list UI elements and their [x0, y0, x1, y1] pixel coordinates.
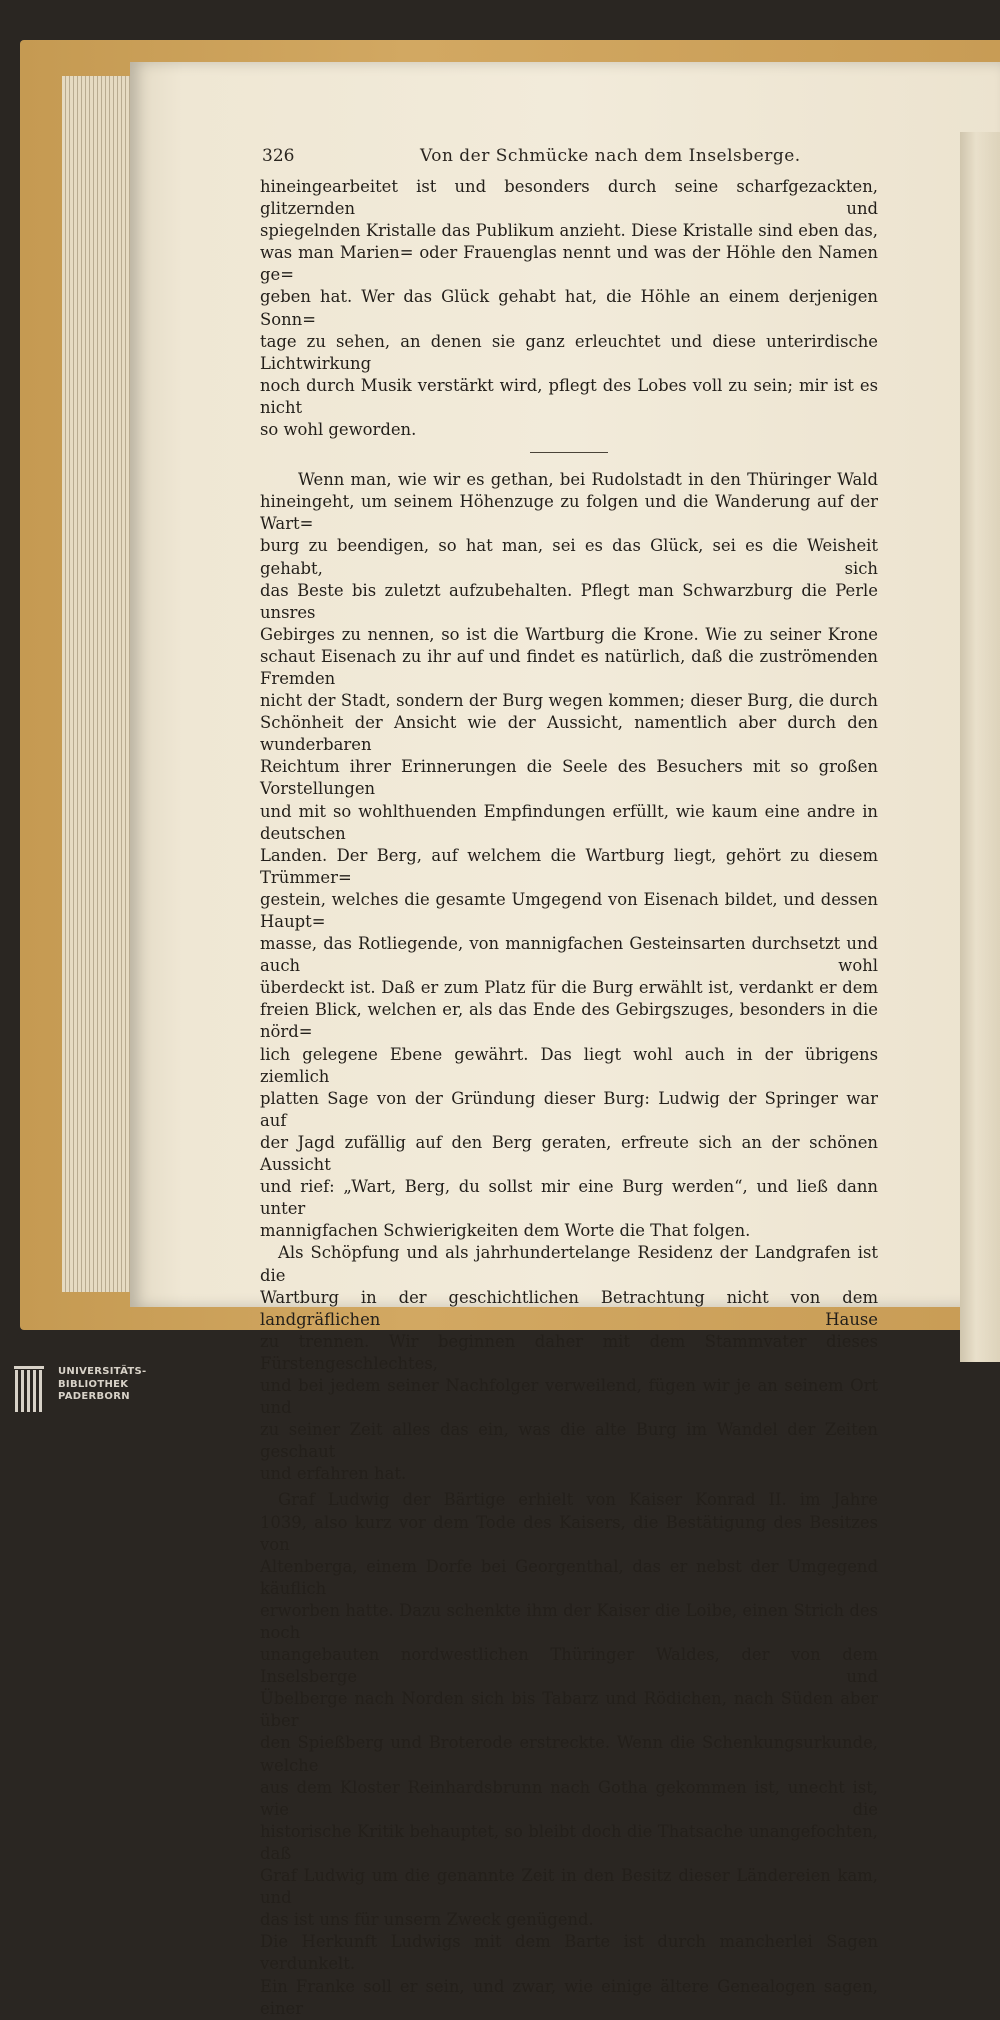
text-line: Wartburg in der geschichtlichen Betrachtung nicht von dem landgräflichen Hause: [260, 1287, 878, 1329]
text-line: Die Herkunft Ludwigs mit dem Barte ist durch mancherlei Sagen verdunkelt.: [260, 1932, 878, 1974]
logo-line: UNIVERSITÄTS-: [58, 1366, 147, 1377]
text-line: und bei jedem seiner Nachfolger verweilend, fügen wir je an seinem Ort und: [260, 1375, 878, 1418]
text-line: Ein Franke soll er sein, und zwar, wie einige ältere Genealogen sagen, einer: [260, 1976, 878, 2018]
section-divider: [530, 452, 608, 453]
text-line: masse, das Rotliegende, von mannigfachen Gesteinsarten durchsetzt und auch wohl: [260, 934, 878, 976]
text-line: platten Sage von der Gründung dieser Burg: Ludwig der Springer war auf: [260, 1088, 878, 1130]
text-line: Reichtum ihrer Erinnerungen die Seele des Besuchers mit so großen Vorstellungen: [260, 757, 878, 799]
text-line: Altenberga, einem Dorfe bei Georgenthal, das er nebst der Umgegend käuflich: [260, 1556, 878, 1598]
text-line: den Spießberg und Broterode erstreckte. Wenn die Schenkungsurkunde, welche: [260, 1733, 878, 1775]
text-line: Landen. Der Berg, auf welchem die Wartburg liegt, gehört zu diesem Trümmer=: [260, 845, 878, 887]
text-line: überdeckt ist. Daß er zum Platz für die Burg erwählt ist, verdankt er dem: [260, 978, 878, 998]
text-line: geben hat. Wer das Glück gehabt hat, die Höhle an einem derjenigen Sonn=: [260, 287, 878, 329]
text-line: zu seiner Zeit alles das ein, was die alte Burg im Wandel der Zeiten geschaut: [260, 1420, 878, 1462]
text-line: und mit so wohlthuenden Empfindungen erfüllt, wie kaum eine andre in deutschen: [260, 801, 878, 843]
text-line: Schönheit der Ansicht wie der Aussicht, namentlich aber durch den wunderbaren: [260, 713, 878, 755]
text-line: erworben hatte. Dazu schenkte ihm der Kaiser die Loibe, einen Strich des noch: [260, 1600, 878, 1642]
library-name: [58, 1366, 147, 1404]
library-emblem-icon: [14, 1366, 48, 1416]
opposite-page-edge: [960, 132, 1000, 1362]
text-line: das Beste bis zuletzt aufzubehalten. Pflegt man Schwarzburg die Perle unsres: [260, 580, 878, 622]
text-line: aus dem Kloster Reinhardsbrunn nach Gotha gekommen ist, unecht ist, wie die: [260, 1777, 878, 1819]
text-line: so wohl geworden.: [260, 420, 417, 440]
text-line: tage zu sehen, an denen sie ganz erleuchtet und diese unterirdische Lichtwirkung: [260, 331, 878, 373]
text-line: der Jagd zufällig auf den Berg geraten, erfreute sich an der schönen Aussicht: [260, 1132, 878, 1175]
text-line: hineingeht, um seinem Höhenzuge zu folgen und die Wanderung auf der Wart=: [260, 492, 878, 534]
paragraph-3: [260, 1242, 878, 1485]
paragraph-2: [260, 469, 878, 1242]
text-line: lich gelegene Ebene gewährt. Das liegt wohl auch in der übrigens ziemlich: [260, 1044, 878, 1086]
logo-line: PADERBORN: [58, 1391, 130, 1402]
paragraph-5: [260, 1931, 878, 2019]
text-line: und erfahren hat.: [260, 1464, 407, 1484]
paragraph-4: [260, 1489, 878, 1931]
text-line: gestein, welches die gesamte Umgegend von Eisenach bildet, und dessen Haupt=: [260, 889, 878, 931]
page-header: [262, 146, 880, 168]
text-line: zu trennen. Wir beginnen daher mit dem Stammvater dieses Fürstengeschlechtes,: [260, 1331, 878, 1373]
text-line: Graf Ludwig der Bärtige erhielt von Kaiser Konrad II. im Jahre: [278, 1490, 878, 1510]
page-number: 326: [262, 146, 295, 166]
text-line: Graf Ludwig um die genannte Zeit in den Besitz dieser Ländereien kam, und: [260, 1866, 878, 1908]
text-line: mannigfachen Schwierigkeiten dem Worte die That folgen.: [260, 1221, 751, 1241]
text-line: spiegelnden Kristalle das Publikum anzieht. Diese Kristalle sind eben das,: [260, 221, 878, 241]
text-line: und rief: „Wart, Berg, du sollst mir eine Burg werden“, und ließ dann unter: [260, 1177, 878, 1219]
text-line: 1039, also kurz vor dem Tode des Kaisers, die Bestätigung des Besitzes von: [260, 1512, 878, 1554]
paragraph-1: [260, 176, 878, 441]
text-line: das ist uns für unsern Zweck genügend.: [260, 1910, 594, 1930]
logo-line: BIBLIOTHEK: [58, 1378, 129, 1390]
text-line: freien Blick, welchen er, als das Ende des Gebirgszuges, besonders in die nörd=: [260, 1000, 878, 1042]
library-logo: [0, 1360, 147, 1423]
running-title: Von der Schmücke nach dem Inselsberge.: [420, 146, 801, 166]
text-line: Als Schöpfung und als jahrhundertelange Residenz der Landgrafen ist die: [260, 1243, 878, 1285]
text-line: unangebauten nordwestlichen Thüringer Waldes, der von dem Inselsberge und: [260, 1645, 878, 1687]
text-line: was man Marien= oder Frauenglas nennt und was der Höhle den Namen ge=: [260, 243, 878, 285]
text-line: Gebirges zu nennen, so ist die Wartburg die Krone. Wie zu seiner Krone: [260, 624, 878, 644]
text-line: historische Kritik behauptet, so bleibt doch die Thatsache unangefochten, daß: [260, 1821, 878, 1863]
text-line: burg zu beendigen, so hat man, sei es das Glück, sei es die Weisheit gehabt, sich: [260, 536, 878, 578]
text-line: schaut Eisenach zu ihr auf und findet es natürlich, daß die zuströmenden Fremden: [260, 646, 878, 688]
text-line: Übelberge nach Norden sich bis Tabarz und Rödichen, nach Süden aber über: [260, 1689, 878, 1731]
text-line: hineingearbeitet ist und besonders durch seine scharfgezackten, glitzernden und: [260, 177, 878, 219]
text-line: Wenn man, wie wir es gethan, bei Rudolstadt in den Thüringer Wald: [298, 470, 878, 490]
text-line: noch durch Musik verstärkt wird, pflegt des Lobes voll zu sein; mir ist es nicht: [260, 375, 878, 417]
body-text: [260, 176, 878, 2020]
text-line: nicht der Stadt, sondern der Burg wegen kommen; dieser Burg, die durch: [260, 691, 878, 711]
